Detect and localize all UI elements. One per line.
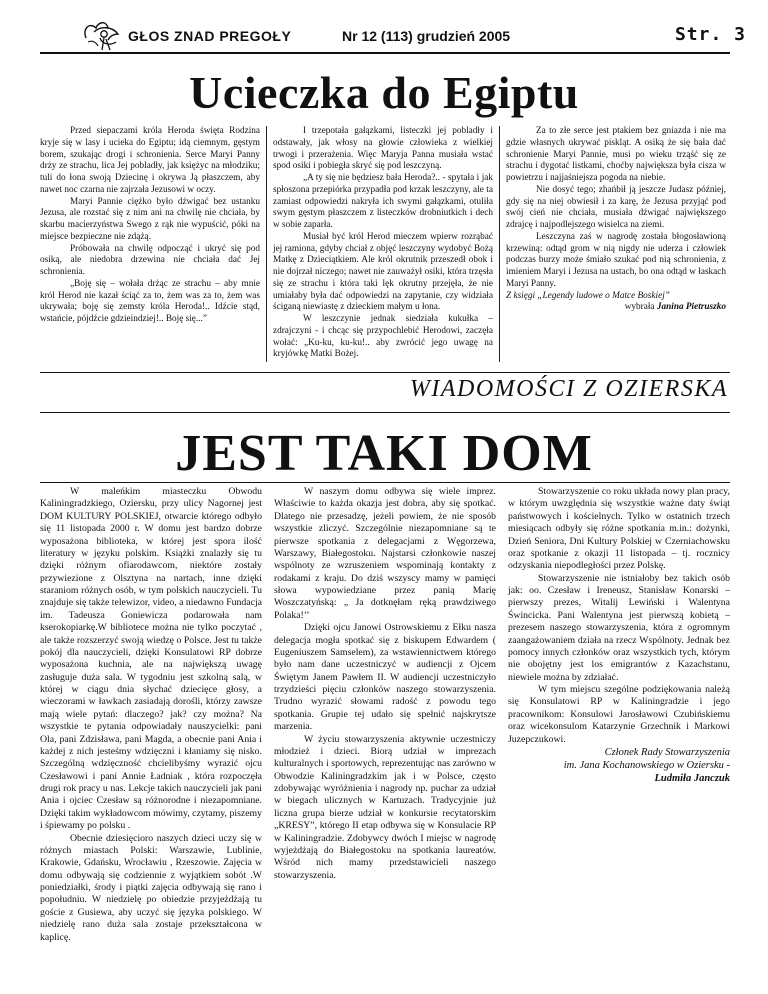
- signature-organization: im. Jana Kochanowskiego w Oziersku -: [563, 759, 730, 771]
- section-heading: WIADOMOŚCI Z OZIERSKA: [409, 376, 728, 402]
- masthead: GŁOS ZNAD PREGOŁY: [128, 28, 292, 44]
- article-egypt-column-1: [40, 126, 266, 362]
- issue-number: Nr 12 (113) grudzień 2005: [342, 28, 511, 44]
- header-rule: [40, 52, 730, 54]
- byline-prefix: wybrała: [624, 302, 655, 313]
- article-egypt-column-3: [499, 126, 726, 362]
- article-dom-column-3: [502, 486, 730, 966]
- paragraph: W maleńkim miasteczku Obwodu Kaliningradzkiego, Oziersku, przy ulicy Nagornej jest DOM KULTURY POLSKIEJ, otwarcie którego odbyło się 11 listopada 2000 r. W domu jest bardzo dobrze wyposażona biblioteka, w której jest spora ilość literatury w języku polskim. Książki znalazły się tu dzięki różnym ofiarodawcom, niektóre zostały przywiezione z Olsztyna na nartach, inne dzięki staraniom różnych osób, w tym polskich nauczycieli. Tu znajduje się także telewizor, video, a niedawno Fundacja im. Tadeusza Goniewicza podarowała nam kserokopiarkę.W bibliotece można nie tylko poczytać , ale także rozszerzyć swoją wiedzę o Polsce. Jest tu także pokój dla nauczycieli, dzięki Konsulatowi RP dobrze wyposażona kuchnia, ale na największą uwagę zasługuje duża sala. W tygodniu jest szkolną salą, w której w ciągu dnia słychać dziecięce głosy, a wieczorami w ławkach zasiadają dorośli, którzy zawsze mają wiele pytań: dlaczego? jak? czy można? Na wszystkie te pytania odpowiadały nauszycielki: pani Ola, pani Zdzisława, pani Magda, a obecnie pani Ania i każdej z nich jesteśmy wdzięczni i kłaniamy się nisko. Szczególną wdzięczność chcielibyśmy wyrazić ojcu Czesławowi i pani Annie Ładniak , która rozpoczęła drugi rok pracy u nas. Lekcje takich nauczycieli jak pani Ania i ojciec Czesław są różnorodne i niezapomniane. Dzięki takim wykładowcom mówimy, czytamy, piszemy i śpiewamy po polsku .: [40, 486, 262, 832]
- article-egypt-body: [40, 126, 730, 362]
- angel-logo-icon: [80, 18, 124, 54]
- paragraph: Stowarzyszenie nie istniałoby bez takich osób jak: oo. Czesław i Ireneusz, Stanisław Konarski – pierwszy prezes, Witalij Lewiński i Walentyna Świncicka. Pani Walentyna jest pierwszą kobietą – prezesem naszego stowarzyszenia, która z ogromnym zaangażowaniem działa na rzecz Wspólnoty. Jednak bez pomocy innych członków oraz wszystkich tych, którym nie obojętny jest los emigrantów z Kazachstanu, niewiele można by zdziałać.: [508, 572, 730, 683]
- article-dom-column-2: [268, 486, 502, 966]
- article-egypt-column-2: [266, 126, 499, 362]
- paragraph: Nie dosyć tego; zhańbił ją jeszcze Judasz później, gdy się na niej obwiesił i za karę, że Jezusa przyjąć pod swój cień nie chciała, musiała dźwigać największego zdrajcę i najpodlejszego wisielca na ziemi.: [506, 184, 726, 230]
- paragraph: Za to złe serce jest ptakiem bez gniazda i nie ma gdzie własnych ukrywać piskląt. A osiką że się bała dać schronienie Maryi Pannie, musi po wieku trząść się ze strachu i dygotać listkami, choćby największa była cisza w powietrzu i najjaśniejsza pogoda na niebie.: [506, 126, 726, 183]
- paragraph: W życiu stowarzyszenia aktywnie uczestniczy młodzież i dzieci. Biorą udział w imprezach kulturalnych i sportowych, reprezentując nas zarówno w Obwodzie Kaliningradzkim jak i w Polsce, często zdobywając wyróżnienia i nagrody np. puchar za udział w biegach ulicznych w Kartuzach. Tradycyjnie już liczna grupa bierze udział w konkursie recytatorskim „KRESY”, którego II etap odbywa się w Konsulacie RP w Kaliningradzie. Zdobywcy dwóch I miejsc w nagrodę wyjeżdżają do Białegostoku na spotkania laureatów. Wśród nich mamy przedstawicieli naszego stowarzyszenia.: [274, 733, 496, 881]
- article-title-dom: JEST TAKI DOM: [175, 425, 593, 482]
- section-rule-bottom: [40, 412, 730, 413]
- paragraph: „Boję się – wołała drżąc ze strachu – aby mnie król Herod nie kazał ściąć za to, żem was za to, żem was ukrywała; boję się zemsty króla Heroda!.. Idźcie stąd, wstańcie, pójdźcie gdzieindziej!.. Boję się...”: [40, 278, 260, 324]
- article-byline: [506, 302, 726, 314]
- paragraph: Dzięki ojcu Janowi Ostrowskiemu z Ełku nasza delegacja mogła spotkać się z biskupem Edwardem ( Eugeniuszem Samselem), za wstawiennictwem którego było nam dane uczestniczyć w audiencji z Ojcem Świętym Janem Pawłem II. W audiencji uczestniczyło trzydzieści pięciu członków naszego stowarzyszenia. Trudno wyrazić słowami radość z powodu tego spotkania. Grupie tej udało się spełnić najskrytsze marzenia.: [274, 622, 496, 733]
- paragraph: Przed siepaczami króla Heroda święta Rodzina kryje się w lasy i ucieka do Egiptu; idą ciemnym, gęstym borem, szukając drogi i schronienia. Serce Maryi Panny drży ze strachu, lica Jej pobladły, jak księżyc na młodziku; tuli do łona swoją Dziecinę i okrywa Ją płaszczem, aby nawet noc czarna nie zajrzała Jezusowi w oczy.: [40, 126, 260, 195]
- page-header: [22, 16, 746, 56]
- article-signature: [508, 746, 730, 785]
- section-rule-top: [40, 372, 730, 373]
- author-name: Janina Pietruszko: [656, 302, 726, 313]
- page-number: Str. 3: [674, 24, 746, 45]
- paragraph: „A ty się nie będziesz bała Heroda?.. - spytała i jak spłoszona przepiórka przypadła pod krzak leszczyny, ale ta zamiast odpowiedzi nakryła ich swymi gałązkami, otuliła swym gęstym płaszczem z listeczków drobniutkich i dech w sobie zaparła.: [273, 173, 493, 230]
- paragraph: Stowarzyszenie co roku układa nowy plan pracy, w którym uwzględnia się wszystkie ważne daty świąt państwowych i kościelnych. Tylko w ostatnich trzech miesiącach odbyły się różne spotkania m.in.: dożynki, Dzień Seniora, Dni Kultury Polskiej w Czerniachowsku oraz spotkanie z okazji 11 listopada – tj. rocznicy odzyskania niepodległości przez Polskę.: [508, 486, 730, 572]
- paragraph: Leszczyna zaś w nagrodę została błogosławioną krzewiną: odtąd grom w nią nigdy nie uderza i człowiek podczas burzy może śmiało szukać pod nią schronienia, z imieniem Maryi i Jezusa na ustach, bo ona odtąd w łaskach Maryi Panny.: [506, 231, 726, 289]
- article-source: Z księgi „Legendy ludowe o Matce Boskiej”: [506, 290, 670, 301]
- paragraph: Musiał być król Herod mieczem wpierw rozrąbać jej ramiona, gdyby chciał z objęć leszczyny wydobyć Bożą Matkę z Dzieciątkiem. Ale król okrutnik przeszedł obok i nie dojrzał niczego; nawet nie zauważył osiki, która trzęsła się ze strachu i która taki lęk okrutny przejęła, że nie umiałaby była dać odpowiedzi na zapytanie, czy widziała ściganą niewiastę z dzieckiem małym u łona.: [273, 231, 493, 313]
- article-dom-column-1: [40, 486, 268, 966]
- paragraph: Obecnie dziesięcioro naszych dzieci uczy się w różnych miastach Polski: Warszawie, Lublinie, Krakowie, Gdańsku, Wrocławiu , Rzeszowie. Zajęcia w domu odbywają się codziennie z wyjątkiem sobót .W poniedziałki, środy i piątki zajęcia odbywają się rano i popołudniu. W niedzielę po obiedzie przyjeżdżają tu goście z Gusiewa, aby uczyć się języka polskiego. W niedzielę rano duża sala zostaje przekształcona w kaplicę.: [40, 832, 262, 943]
- paragraph: Próbowała na chwilę odpocząć i ukryć się pod osiką, ale niedobra drzewina nie chciała dać Jej schronienia.: [40, 243, 260, 277]
- paragraph: W naszym domu odbywa się wiele imprez. Właściwie to każda okazja jest dobra, aby się spotkać. Dlatego nie przesadzę, jeżeli powiem, że nie sposób wszystkie zliczyć. Szczególnie niezapomniane są te pierwsze spotkania z delegacjami z Węgorzewa, Warszawy, Białegostoku. Najstarsi członkowie naszej wspólnoty ze wzruszeniem wspominają kontakty z rodakami z kraju. Do dziś wszyscy mamy w pamięci słowa wypowiedziane przez panią Marię Woszczatyńską: „ Ja dotknęłam ręką prawdziwego Polaka!’’: [274, 486, 496, 621]
- paragraph: W tym miejscu szególne podziękowania należą się Konsulatowi RP w Kaliningradzie i jego pracownikom: Konsulowi Jarosławowi Czubińskiemu oraz wicekonsulom Katarzynie Grzechnik i Markowi Juzepczukowi.: [508, 684, 730, 745]
- paragraph: I trzepotała gałązkami, listeczki jej pobladły i odstawały, jak włosy na głowie człowieka z wielkiej trwogi i przerażenia. Więc Maryja Panna musiała wstać spod osiki i pobiegła skryć się pod leszczyną.: [273, 126, 493, 172]
- signature-role: Członek Rady Stowarzyszenia: [604, 746, 730, 758]
- title-rule: [40, 482, 730, 483]
- article-title-egypt: Ucieczka do Egiptu: [189, 67, 579, 118]
- paragraph: Maryi Pannie ciężko było dźwigać bez ustanku Jezusa, ale rozstać się z nim ani na chwilę nie chciała, by skarbu macierzyństwa Swego z rąk nie wypuścić, póki na miejsce bezpieczne nie zdążą.: [40, 196, 260, 242]
- article-dom-body: [40, 486, 730, 966]
- paragraph: W leszczynie jednak siedziała kukułka – zdrajczyni - i chcąc się przypochlebić Herodowi, zaczęła wołać: „Ku-ku, ku-ku!.. aby zwrócić jego uwagę na kryjówkę Matki Bożej.: [273, 314, 493, 360]
- signature-name: Ludmiła Janczuk: [654, 772, 730, 784]
